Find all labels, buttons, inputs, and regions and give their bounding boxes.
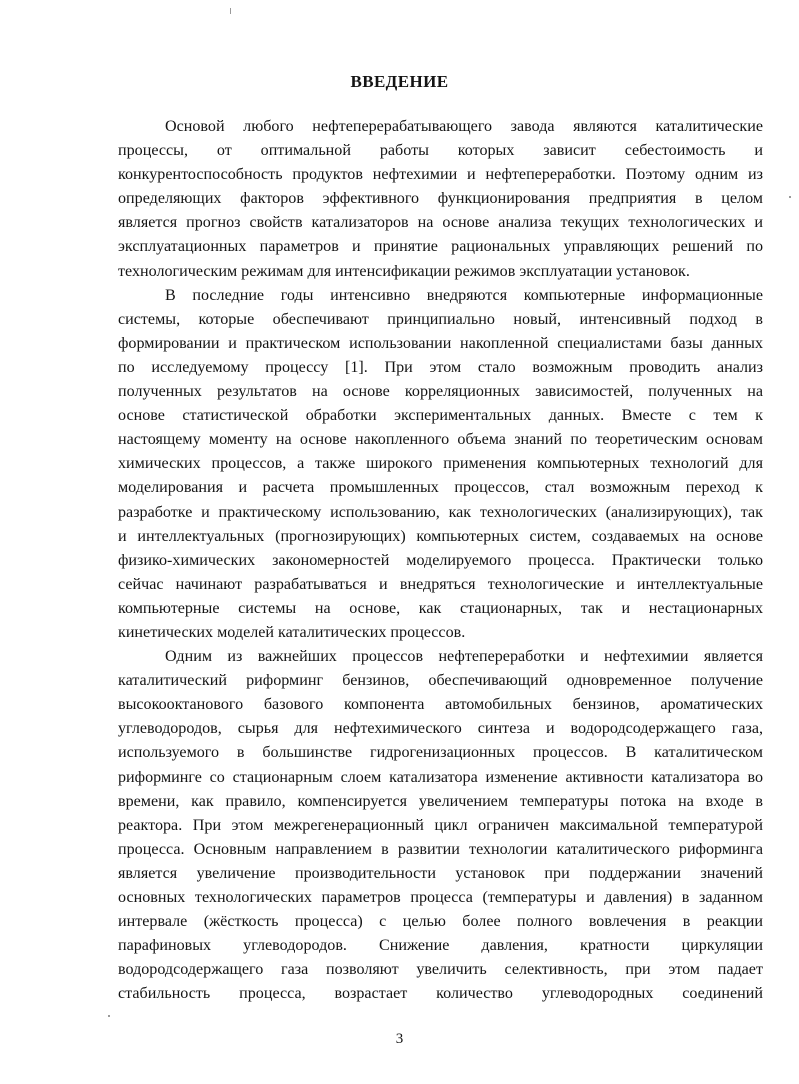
text-line: технологическим режимам для интенсификации режимов эксплуатации установок.	[118, 262, 690, 280]
text-line: основных технологических параметров процесса (температуры и давления) в заданном	[118, 889, 763, 906]
text-line: формировании и практическом использовании накопленной специалистами базы данных	[118, 334, 763, 352]
text-line: по исследуемому процессу [1]. При этом стало возможным проводить анализ	[118, 358, 763, 376]
text-line: углеводородов, сырья для нефтехимического синтеза и водородсодержащего газа,	[118, 720, 763, 738]
text-line: стабильность процесса, возрастает количество углеводородных соединений	[118, 985, 763, 1003]
text-line: процессы, от оптимальной работы которых зависит себестоимость и	[118, 142, 763, 160]
text-line: системы, которые обеспечивают принципиально новый, интенсивный подход в	[118, 310, 763, 328]
scan-artifact-mark	[789, 196, 791, 198]
text-line: процесса. Основным направлением в развитии технологии каталитического риформинга	[118, 840, 763, 858]
text-line: времени, как правило, компенсируется увеличением температуры потока на входе в	[118, 792, 763, 810]
text-line: настоящему моменту на основе накопленного объема знаний по теоретическим основам	[118, 431, 763, 449]
text-line: каталитический риформинг бензинов, обеспечивающий одновременное получение	[118, 672, 763, 690]
text-line: химических процессов, а также широкого применения компьютерных технологий для	[118, 455, 763, 473]
text-line: определяющих факторов эффективного функционирования предприятия в целом	[118, 190, 763, 208]
scan-artifact-mark	[108, 1015, 110, 1017]
text-line: эксплуатационных параметров и принятие рациональных управляющих решений по	[118, 238, 763, 256]
scan-artifact-mark	[230, 8, 231, 14]
text-line: физико-химических закономерностей моделируемого процесса. Практически только	[118, 551, 763, 569]
text-line: является прогноз свойств катализаторов на основе анализа текущих технологических и	[118, 214, 763, 232]
text-line: риформинге со стационарным слоем катализатора изменение активности катализатора во	[118, 768, 763, 786]
text-line: В последние годы интенсивно внедряются компьютерные информационные	[165, 286, 763, 304]
text-line: интервале (жёсткость процесса) с целью более полного вовлечения в реакции	[118, 913, 763, 931]
text-line: конкурентоспособность продуктов нефтехимии и нефтепереработки. Поэтому одним из	[118, 166, 763, 184]
text-line: кинетических моделей каталитических процессов.	[118, 623, 466, 641]
text-line: разработке и практическому использованию, как технологических (анализирующих), так	[118, 503, 763, 521]
text-line: моделирования и расчета промышленных процессов, стал возможным переход к	[118, 479, 763, 497]
body-text	[118, 115, 763, 1006]
text-line: и интеллектуальных (прогнозирующих) компьютерных систем, создаваемых на основе	[118, 527, 763, 545]
text-line: основе статистической обработки экспериментальных данных. Вместе с тем к	[118, 407, 763, 425]
text-line: является увеличение производительности установок при поддержании значений	[118, 864, 763, 882]
section-title: ВВЕДЕНИЕ	[350, 72, 449, 91]
text-line: Основой любого нефтеперерабатывающего завода являются каталитические	[165, 118, 763, 135]
paragraph-1	[118, 115, 763, 284]
page-number: 3	[395, 1031, 404, 1047]
text-line: высокооктанового базового компонента автомобильных бензинов, ароматических	[118, 696, 763, 714]
text-line: используемого в большинстве гидрогенизационных процессов. В каталитическом	[118, 744, 763, 762]
text-line: реактора. При этом межрегенерационный цикл ограничен максимальной температурой	[118, 816, 763, 834]
paragraph-3	[118, 645, 763, 1006]
text-line: водородсодержащего газа позволяют увеличить селективность, при этом падает	[118, 961, 763, 979]
paragraph-2	[118, 284, 763, 645]
text-line: парафиновых углеводородов. Снижение давления, кратности циркуляции	[118, 937, 763, 955]
text-line: Одним из важнейших процессов нефтепереработки и нефтехимии является	[165, 648, 763, 666]
text-line: сейчас начинают разрабатываться и внедряться технологические и интеллектуальные	[118, 575, 763, 593]
text-line: компьютерные системы на основе, как стационарных, так и нестационарных	[118, 599, 763, 617]
text-line: полученных результатов на основе корреляционных зависимостей, полученных на	[118, 383, 763, 401]
